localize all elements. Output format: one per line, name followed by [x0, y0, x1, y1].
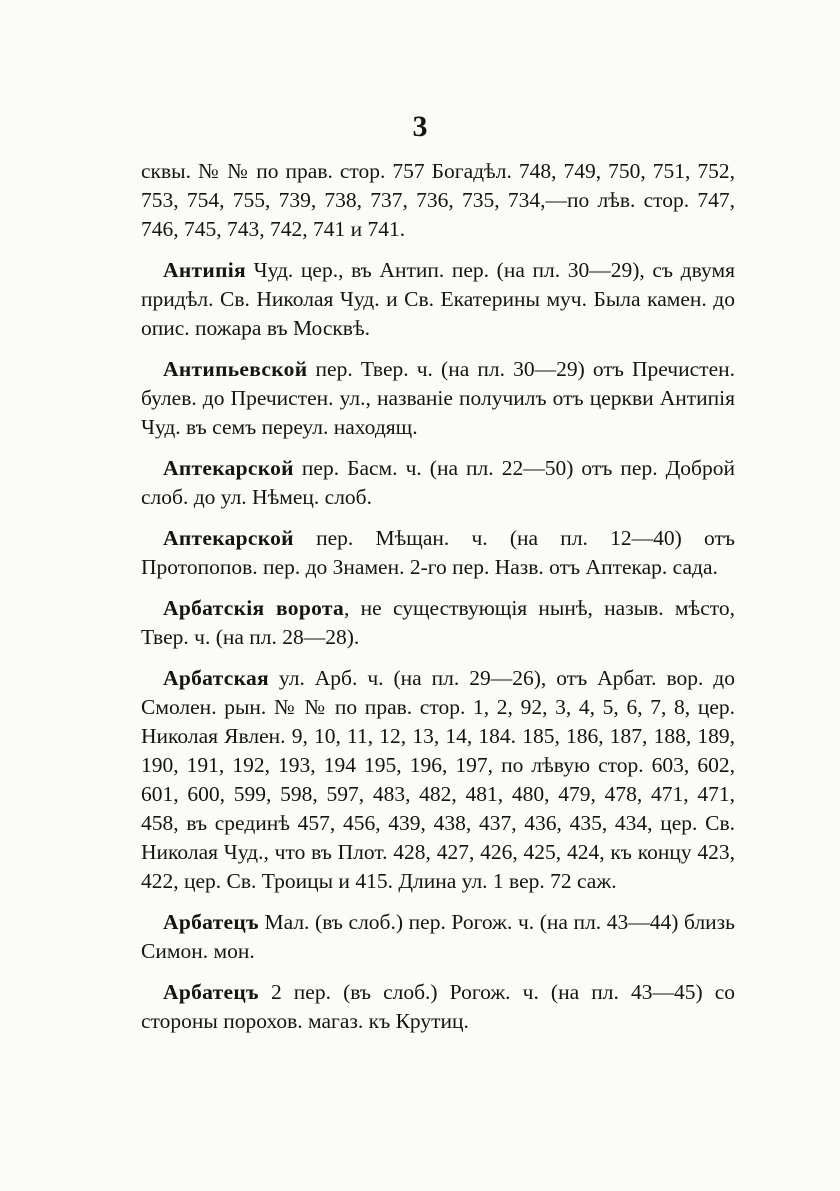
entry-text: Чуд. цер., въ Антип. пер. (на пл. 30—29), съ двумя придѣл. Св. Николая Чуд. и Св. Екатерины муч. Была камен. до опис. пожара въ Москвѣ. [141, 258, 735, 340]
page-number: 3 [412, 110, 428, 143]
text-body [141, 157, 735, 1048]
entry-headword: Арбатскія ворота [163, 596, 345, 620]
entry-antipievskoy [141, 355, 735, 442]
entry-headword: Антипьевской [163, 357, 308, 381]
entry-headword: Арбатецъ [163, 910, 259, 934]
entry-antipiya [141, 256, 735, 343]
entry-arbatskiya-vorota [141, 594, 735, 652]
entry-headword: Антипія [163, 258, 246, 282]
entry-aptekarskoy-meshchan [141, 524, 735, 582]
entry-continuation [141, 157, 735, 244]
entry-arbatets-2 [141, 978, 735, 1036]
entry-text: ул. Арб. ч. (на пл. 29—26), отъ Арбат. вор. до Смолен. рын. № № по прав. стор. 1, 2, 92, 3, 4, 5, 6, 7, 8, цер. Николая Явлен. 9, 10, 11, 12, 13, 14, 184. 185, 186, 187, 188, 189, 190, 191, 192, 193, 194 195, 196, 197, по лѣвую стор. 603, 602, 601, 600, 599, 598, 597, 483, 482, 481, 480, 479, 478, 471, 471, 458, въ срединѣ 457, 456, 439, 438, 437, 436, 435, 434, цер. Св. Николая Чуд., что въ Плот. 428, 427, 426, 425, 424, къ концу 423, 422, цер. Св. Троицы и 415. Длина ул. 1 вер. 72 саж. [141, 666, 735, 893]
entry-text: сквы. № № по прав. стор. 757 Богадѣл. 748, 749, 750, 751, 752, 753, 754, 755, 739, 738, 737, 736, 735, 734,—по лѣв. стор. 747, 746, 745, 743, 742, 741 и 741. [141, 159, 735, 241]
entry-aptekarskoy-basm [141, 454, 735, 512]
entry-text: пер. Басм. ч. (на пл. 22—50) отъ пер. Доброй слоб. до ул. Нѣмец. слоб. [141, 456, 735, 509]
entry-text: пер. Твер. ч. (на пл. 30—29) отъ Пречистен. булев. до Пречистен. ул., названіе получилъ отъ церкви Антипія Чуд. въ семъ переул. находящ. [141, 357, 735, 439]
entry-arbatets-mal [141, 908, 735, 966]
entry-text: Мал. (въ слоб.) пер. Рогож. ч. (на пл. 43—44) близь Симон. мон. [141, 910, 735, 963]
entry-headword: Аптекарской [163, 456, 294, 480]
entry-text: , не существующія нынѣ, назыв. мѣсто, Твер. ч. (на пл. 28—28). [141, 596, 735, 649]
entry-text: 2 пер. (въ слоб.) Рогож. ч. (на пл. 43—45) со стороны порохов. магаз. къ Крутиц. [141, 980, 735, 1033]
entry-headword: Арбатская [163, 666, 269, 690]
entry-arbatskaya-ul [141, 664, 735, 896]
entry-headword: Арбатецъ [163, 980, 259, 1004]
entry-headword: Аптекарской [163, 526, 294, 550]
entry-text: пер. Мѣщан. ч. (на пл. 12—40) отъ Протопопов. пер. до Знамен. 2-го пер. Назв. отъ Аптекар. сада. [141, 526, 735, 579]
